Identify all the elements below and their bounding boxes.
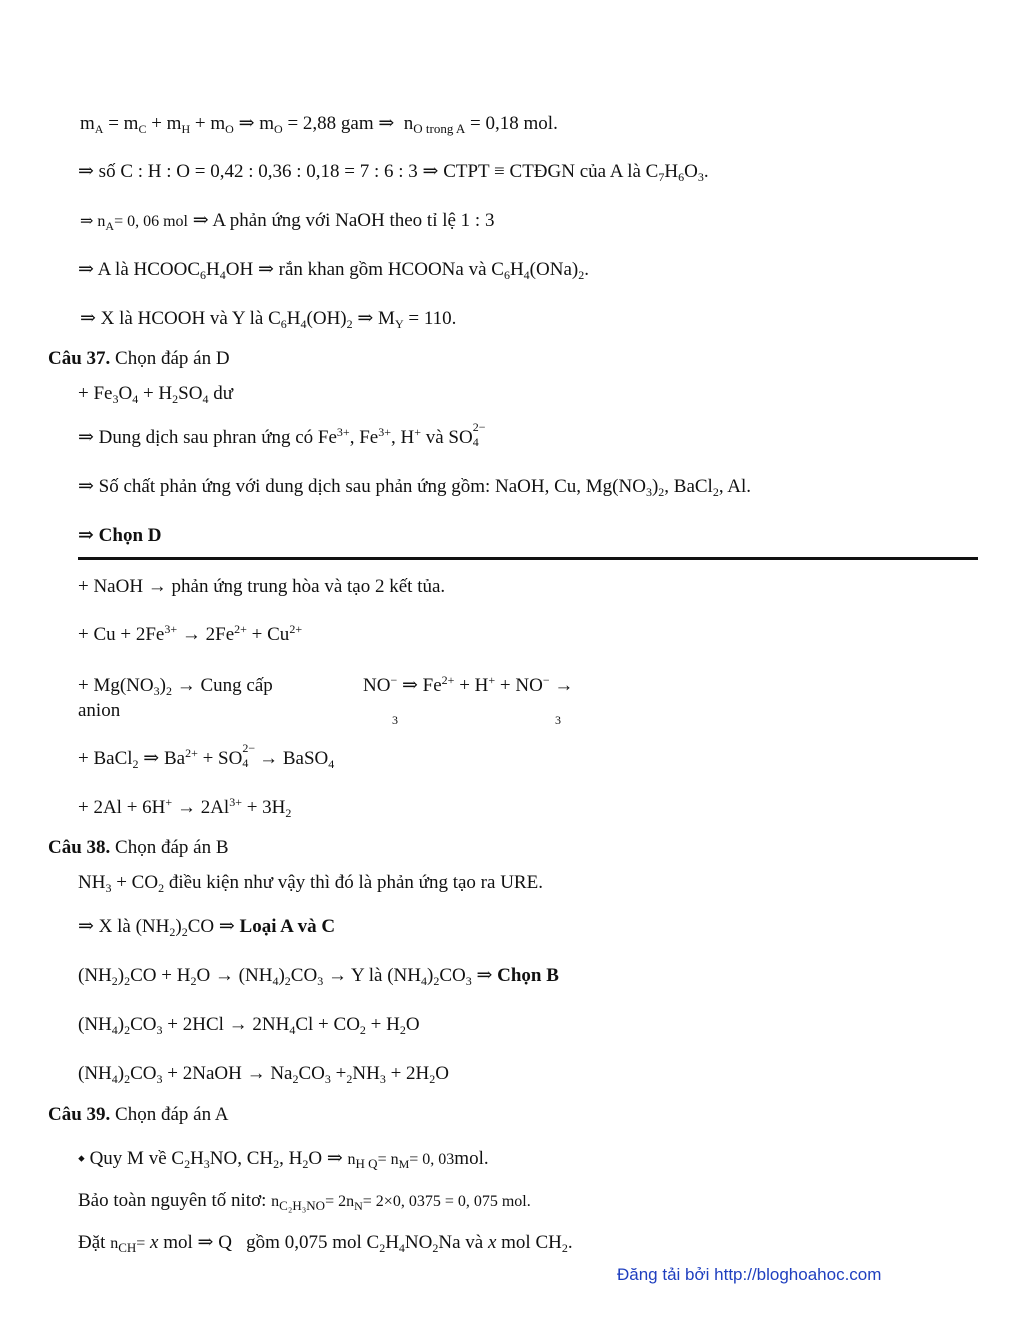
text-line: + $Mg(NO_3)_2$ → Cung cấp: [78, 675, 273, 698]
text-line: ⇒ $n_A= 0$, 06 mol ⇒ A phản ứng với NaOH theo tỉ lệ 1 : 3: [80, 210, 495, 233]
text-line: + $2Al + 6H^+ \to 2Al^{3+} + 3H_2$: [78, 795, 292, 820]
subscript-3: 3: [392, 713, 398, 727]
text-line: ⇒ số C : H : O = 0,42 : 0,36 : 0,18 = 7 : 6 : 3 ⇒ CTPT ≡ CTĐGN của A là $C_7H_6O_3$.: [78, 161, 709, 184]
footer-credit-link[interactable]: Đăng tải bởi http://bloghoahoc.com: [617, 1265, 882, 1284]
answer-choice-line: ⇒ Chọn D: [78, 525, 162, 546]
divider: [78, 557, 978, 560]
text-line: $(NH_4)_2CO_3 + 2HCl \to 2NH_4Cl + CO_2 + H_2O$: [78, 1014, 420, 1037]
question-heading-38: Câu 38. Chọn đáp án B: [48, 837, 229, 858]
text-line: $(NH_4)_2CO_3$ + 2NaOH → $Na_2CO_3 +_2NH_3 + 2H_2O$: [78, 1063, 449, 1086]
question-heading-39: Câu 39. Chọn đáp án A: [48, 1104, 229, 1125]
text-line: Bảo toàn nguyên tố nitơ: $n_{C_2H_3NO}= 2n_N= 2\times 0$, 0375 = 0, 075 mol.: [78, 1190, 531, 1213]
text-line: $m_A = m_C + m_H + m_O$ ⇒ $m_O = 2,88$ gam ⇒ $n_{O trong A} = 0,18$ mol.: [80, 113, 558, 136]
text-line: ⇒ X là $(NH_2)_2CO$ ⇒ Loại A và C: [78, 916, 336, 939]
text-line: Đặt $n_{CH}= x$ mol ⇒ Q gồm 0,075 mol $C_2H_4NO_2Na$ và x mol $CH_2$.: [78, 1232, 573, 1255]
text-line: + NaOH → phản ứng trung hòa và tạo 2 kết tủa.: [78, 576, 446, 597]
text-line: ⇒ Dung dịch sau phran ứng có $Fe^{3+}$, $Fe^{3+}$, H+ và SO 2− 4: [78, 420, 486, 449]
text-line: $NH_3 + CO_2$ điều kiện như vậy thì đó là phản ứng tạo ra URE.: [78, 872, 543, 895]
text-line: ⇒ Số chất phản ứng với dung dịch sau phản ứng gồm: NaOH, Cu, $Mg(NO_3)_2$, BaCl$_2$, Al.: [78, 476, 752, 499]
text-line: ⇒ X là HCOOH và Y là $C_6H_4(OH)_2$ ⇒ $M_Y = 110$.: [80, 308, 457, 331]
text-line: ⇒ A là $HCOOC_6H_4OH$ ⇒ rắn khan gồm HCOONa và $C_6H_4(ONa)_2$.: [78, 259, 589, 282]
text-line: anion: [78, 700, 121, 721]
question-heading-37: Câu 37. Chọn đáp án D: [48, 348, 230, 369]
subscript-3: 3: [555, 713, 561, 727]
text-line: + $Fe_3O_4 + H_2SO_4$ dư: [78, 383, 233, 406]
text-line: ⬩ Quy M về $C_2H_3NO$, $CH_2$, $H_2O$ ⇒ $n_{H Q}= n_M= 0$, 03mol.: [78, 1148, 489, 1171]
text-line: NO− ⇒ $Fe^{2+} + H^+ + NO^-$ →: [363, 673, 574, 696]
text-line: $(NH_2)_2CO + H_2O \to (NH_4)_2CO_3 \to Y$ là $(NH_4)_2CO_3$ ⇒ Chọn B: [78, 965, 559, 988]
text-line: + BaCl$_2$ ⇒ $Ba^{2+}$ + SO 2− 4 → BaSO$_4$: [78, 741, 335, 771]
text-line: + $Cu + 2Fe^{3+} \to 2Fe^{2+} + Cu^{2+}$: [78, 622, 303, 645]
